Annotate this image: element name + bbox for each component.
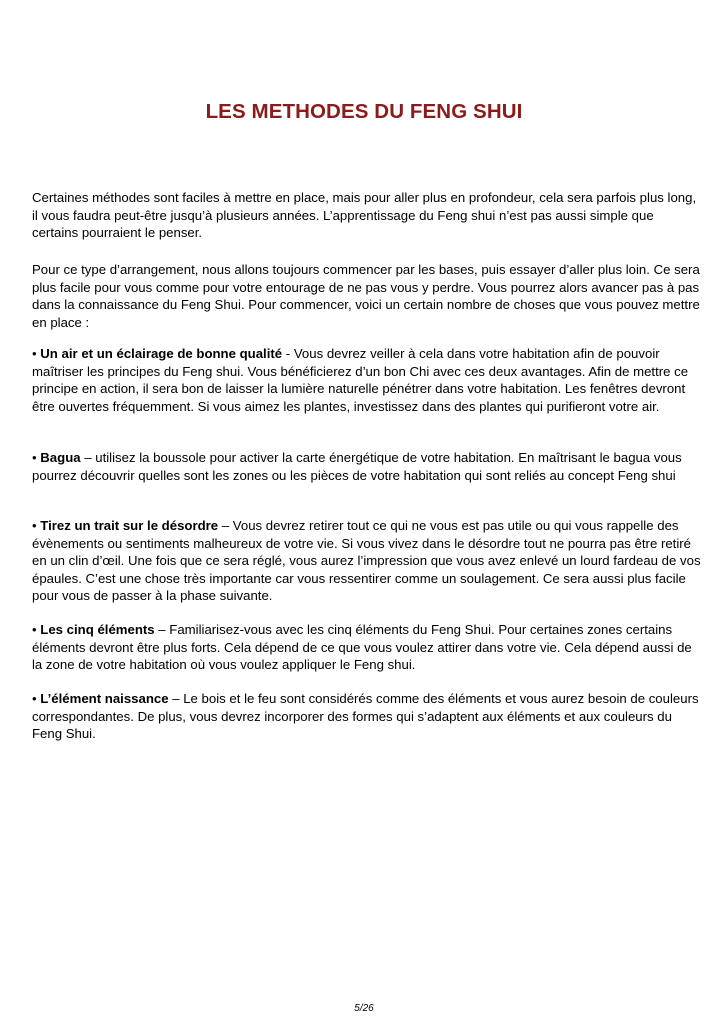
intro-paragraph: Certaines méthodes sont faciles à mettre en place, mais pour aller plus en profondeur, cela sera parfois plus long, il vous faudra peut-être jusqu’à plusieurs années. L’apprentissage du Feng shui n’est pas aussi simple que certains pourraient le penser. [32, 190, 697, 241]
item-term: L’élément naissance [40, 691, 169, 706]
item-text: - Vous devrez veiller à cela dans votre habitation afin de pouvoir maîtriser les principes du Feng shui. Vous bénéficierez d’un bon Chi avec ces deux avantages. Afin de mettre ce principe en action, il sera bon de laisser la lumière naturelle pénétrer dans votre habitation. Les fenêtres devront être ouvertes fréquemment. Si vous aimez les plantes, investissez dans des plantes qui purifieront votre air. [32, 346, 689, 414]
item-text: – Familiarisez-vous avec les cinq éléments du Feng Shui. Pour certaines zones certains éléments devront être plus forts. Cela dépend de ce que vous voulez attirer dans votre vie. Cela dépend aussi de la zone de votre habitation où vous voulez appliquer le Feng shui. [32, 622, 692, 673]
list-item-air-lighting [32, 345, 702, 415]
context-paragraph: Pour ce type d’arrangement, nous allons toujours commencer par les bases, puis essayer d’aller plus loin. Ce sera plus facile pour vous comme pour votre entourage de ne pas vous y perdre. Vous pourrez alors avancer pas à pas dans la connaissance du Feng Shui. Pour commencer, voici un certain nombre de choses que vous pouvez mettre en place : [32, 262, 700, 330]
item-text: – Vous devrez retirer tout ce qui ne vous est pas utile ou qui vous rappelle des évènements ou sentiments malheureux de votre vie. Si vous vivez dans le désordre tout ne pourra pas être retiré en un clin d’œil. Une fois que ce sera réglé, vous aurez l’impression que vous avez enlevé un lourd fardeau de vos épaules. C’est une chose très importante car vous ressentirer comme un soulagement. Ce sera aussi plus facile pour vous de passer à la phase suivante. [32, 518, 701, 604]
item-term: Tirez un trait sur le désordre [40, 518, 219, 533]
list-item-five-elements [32, 621, 702, 674]
item-term: Les cinq éléments [40, 622, 155, 637]
bullet: • [32, 691, 41, 706]
item-term: Un air et un éclairage de bonne qualité [40, 346, 283, 361]
bullet: • [32, 622, 41, 637]
bullet: • [32, 450, 41, 465]
page-title: LES METHODES DU FENG SHUI [205, 100, 523, 123]
bullet: • [32, 518, 41, 533]
bullet: • [32, 346, 41, 361]
list-item-clutter [32, 517, 702, 605]
page-number: 5/26 [354, 1003, 374, 1014]
item-text: – Le bois et le feu sont considérés comme des éléments et vous aurez besoin de couleurs correspondantes. De plus, vous devrez incorporer des formes qui s’adaptent aux éléments et aux couleurs du Feng Shui. [32, 691, 699, 742]
list-item-birth-element [32, 690, 702, 743]
item-term: Bagua [40, 450, 81, 465]
item-text: – utilisez la boussole pour activer la carte énergétique de votre habitation. En maîtrisant le bagua vous pourrez découvrir quelles sont les zones ou les pièces de votre habitation qui sont reliés au concept Feng shui [32, 450, 682, 483]
list-item-bagua [32, 449, 702, 484]
